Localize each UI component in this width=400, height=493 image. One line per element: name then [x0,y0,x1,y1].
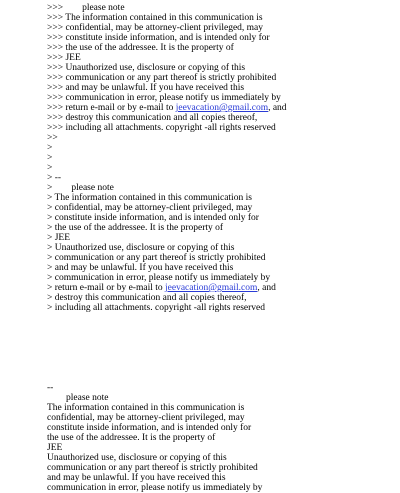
disclaimer-line: >>> communication in error, please notify us immediately by [47,93,281,103]
disclaimer-line: > The information contained in this communication is [47,193,252,203]
line-text: >>> return e-mail or by e-mail to [47,103,176,113]
disclaimer-line: JEE [47,443,63,453]
line-text: , and [257,283,276,293]
quoted-disclaimer-level-3 [47,3,392,143]
disclaimer-line: The information contained in this communication is [47,403,245,413]
disclaimer-line [47,103,392,113]
disclaimer-line: confidential, may be attorney-client privileged, may [47,413,245,423]
disclaimer-line: >>> constitute inside information, and is intended only for [47,33,270,43]
line-text: , and [268,103,287,113]
quoted-disclaimer-level-1 [47,143,392,313]
line-text: > return e-mail or by e-mail to [47,283,165,293]
quote-marker-line: > [47,163,53,173]
blank-space [47,313,392,383]
disclaimer-line: >>> confidential, may be attorney-client privileged, may [47,23,264,33]
signature-separator: -- [47,383,54,393]
disclaimer-line: > Unauthorized use, disclosure or copying of this [47,243,235,253]
email-document [47,3,392,493]
disclaimer-line: > and may be unlawful. If you have received this [47,263,234,273]
disclaimer-line: communication in error, please notify us immediately by [47,483,263,493]
disclaimer-line: >>> the use of the addressee. It is the property of [47,43,234,53]
quote-marker-line: > [47,153,53,163]
disclaimer-line: > the use of the addressee. It is the property of [47,223,224,233]
disclaimer-heading: >>> please note [47,3,125,13]
disclaimer-line: Unauthorized use, disclosure or copying of this [47,453,227,463]
disclaimer-line: >>> The information contained in this communication is [47,13,263,23]
disclaimer-line: > including all attachments. copyright -all rights reserved [47,303,265,313]
disclaimer-line: communication or any part thereof is strictly prohibited [47,463,258,473]
disclaimer-line: constitute inside information, and is intended only for [47,423,252,433]
disclaimer-line: >>> JEE [47,53,81,63]
disclaimer-line: > constitute inside information, and is intended only for [47,213,259,223]
email-link[interactable]: jeevacation@gmail.com [175,103,269,113]
disclaimer-line: > communication in error, please notify us immediately by [47,273,271,283]
disclaimer-heading: please note [47,393,109,403]
disclaimer-line: >>> communication or any part thereof is strictly prohibited [47,73,277,83]
quote-marker-line: > [47,143,53,153]
email-link[interactable]: jeevacation@gmail.com [165,283,258,293]
disclaimer-line: >>> destroy this communication and all copies thereof, [47,113,258,123]
signature-separator: > -- [47,173,62,183]
disclaimer-line: the use of the addressee. It is the property of [47,433,216,443]
quote-marker-line: >> [47,133,58,143]
disclaimer-line [47,283,392,293]
disclaimer-line: >>> including all attachments. copyright -all rights reserved [47,123,276,133]
disclaimer-line: > JEE [47,233,71,243]
disclaimer-line: >>> and may be unlawful. If you have received this [47,83,245,93]
disclaimer-line: > confidential, may be attorney-client privileged, may [47,203,253,213]
disclaimer-line: >>> Unauthorized use, disclosure or copying of this [47,63,246,73]
disclaimer-heading: > please note [47,183,114,193]
disclaimer-line: and may be unlawful. If you have received this [47,473,226,483]
disclaimer-line: > communication or any part thereof is strictly prohibited [47,253,266,263]
disclaimer-line: > destroy this communication and all copies thereof, [47,293,247,303]
